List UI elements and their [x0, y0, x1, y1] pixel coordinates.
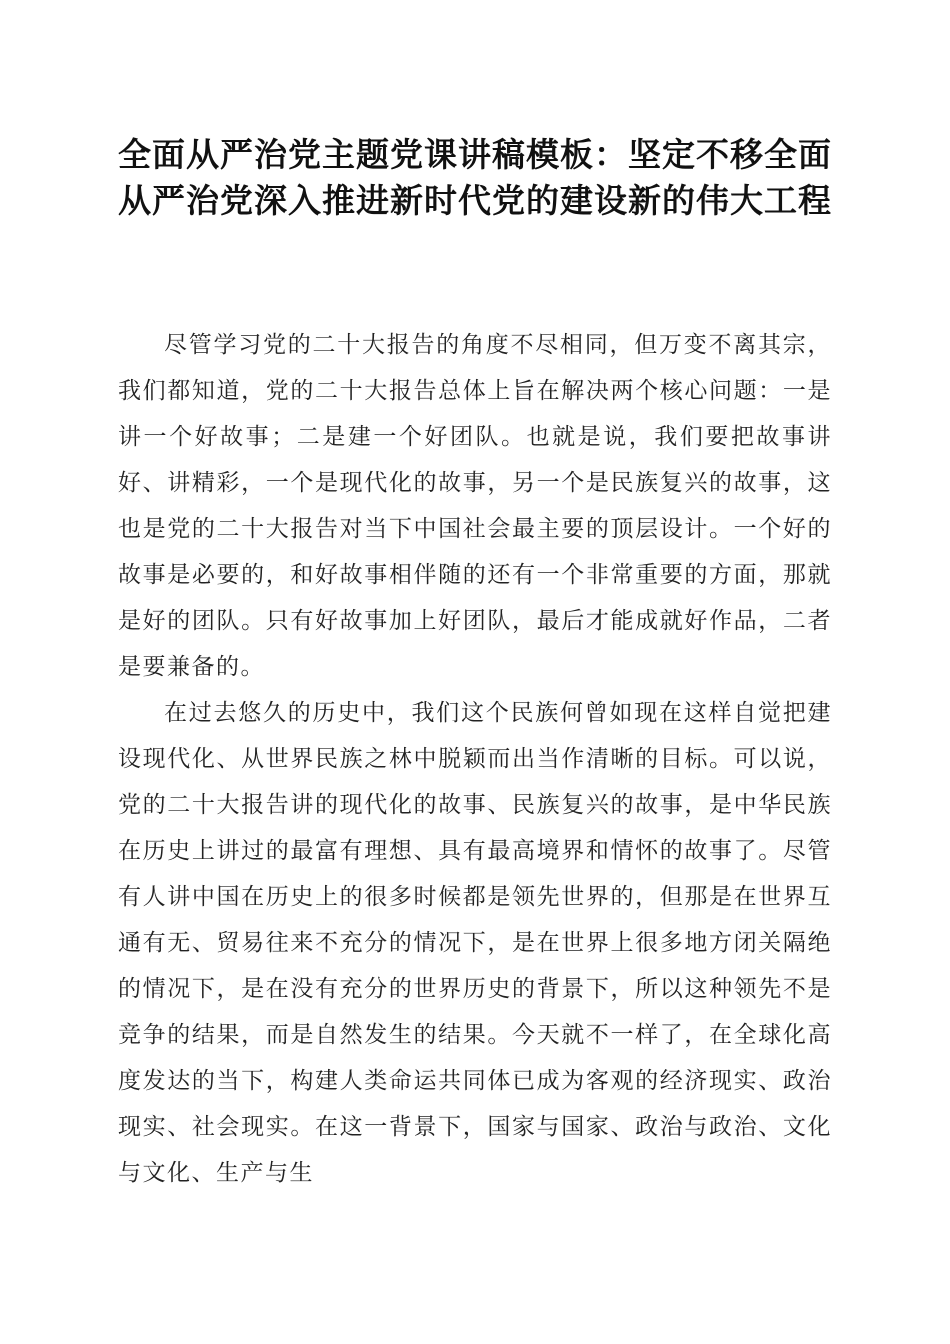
paragraph-2: 在过去悠久的历史中，我们这个民族何曾如现在这样自觉把建设现代化、从世界民族之林中脱颖而出当作清晰的目标。可以说，党的二十大报告讲的现代化的故事、民族复兴的故事，是中华民族在历史上讲过的最富有理想、具有最高境界和情怀的故事了。尽管有人讲中国在历史上的很多时候都是领先世界的，但那是在世界互通有无、贸易往来不充分的情况下，是在世界上很多地方闭关隔绝的情况下，是在没有充分的世界历史的背景下，所以这种领先不是竞争的结果，而是自然发生的结果。今天就不一样了，在全球化高度发达的当下，构建人类命运共同体已成为客观的经济现实、政治现实、社会现实。在这一背景下，国家与国家、政治与政治、文化与文化、生产与生: [118, 700, 832, 1186]
paragraph-1: 尽管学习党的二十大报告的角度不尽相同，但万变不离其宗，我们都知道，党的二十大报告总体上旨在解决两个核心问题：一是讲一个好故事；二是建一个好团队。也就是说，我们要把故事讲好、讲精彩，一个是现代化的故事，另一个是民族复兴的故事，这也是党的二十大报告对当下中国社会最主要的顶层设计。一个好的故事是必要的，和好故事相伴随的还有一个非常重要的方面，那就是好的团队。只有好故事加上好团队，最后才能成就好作品，二者是要兼备的。: [118, 332, 832, 680]
document-title: 全面从严治党主题党课讲稿模板：坚定不移全面从严治党深入推进新时代党的建设新的伟大工程: [118, 135, 832, 220]
document-body: [118, 322, 832, 1196]
